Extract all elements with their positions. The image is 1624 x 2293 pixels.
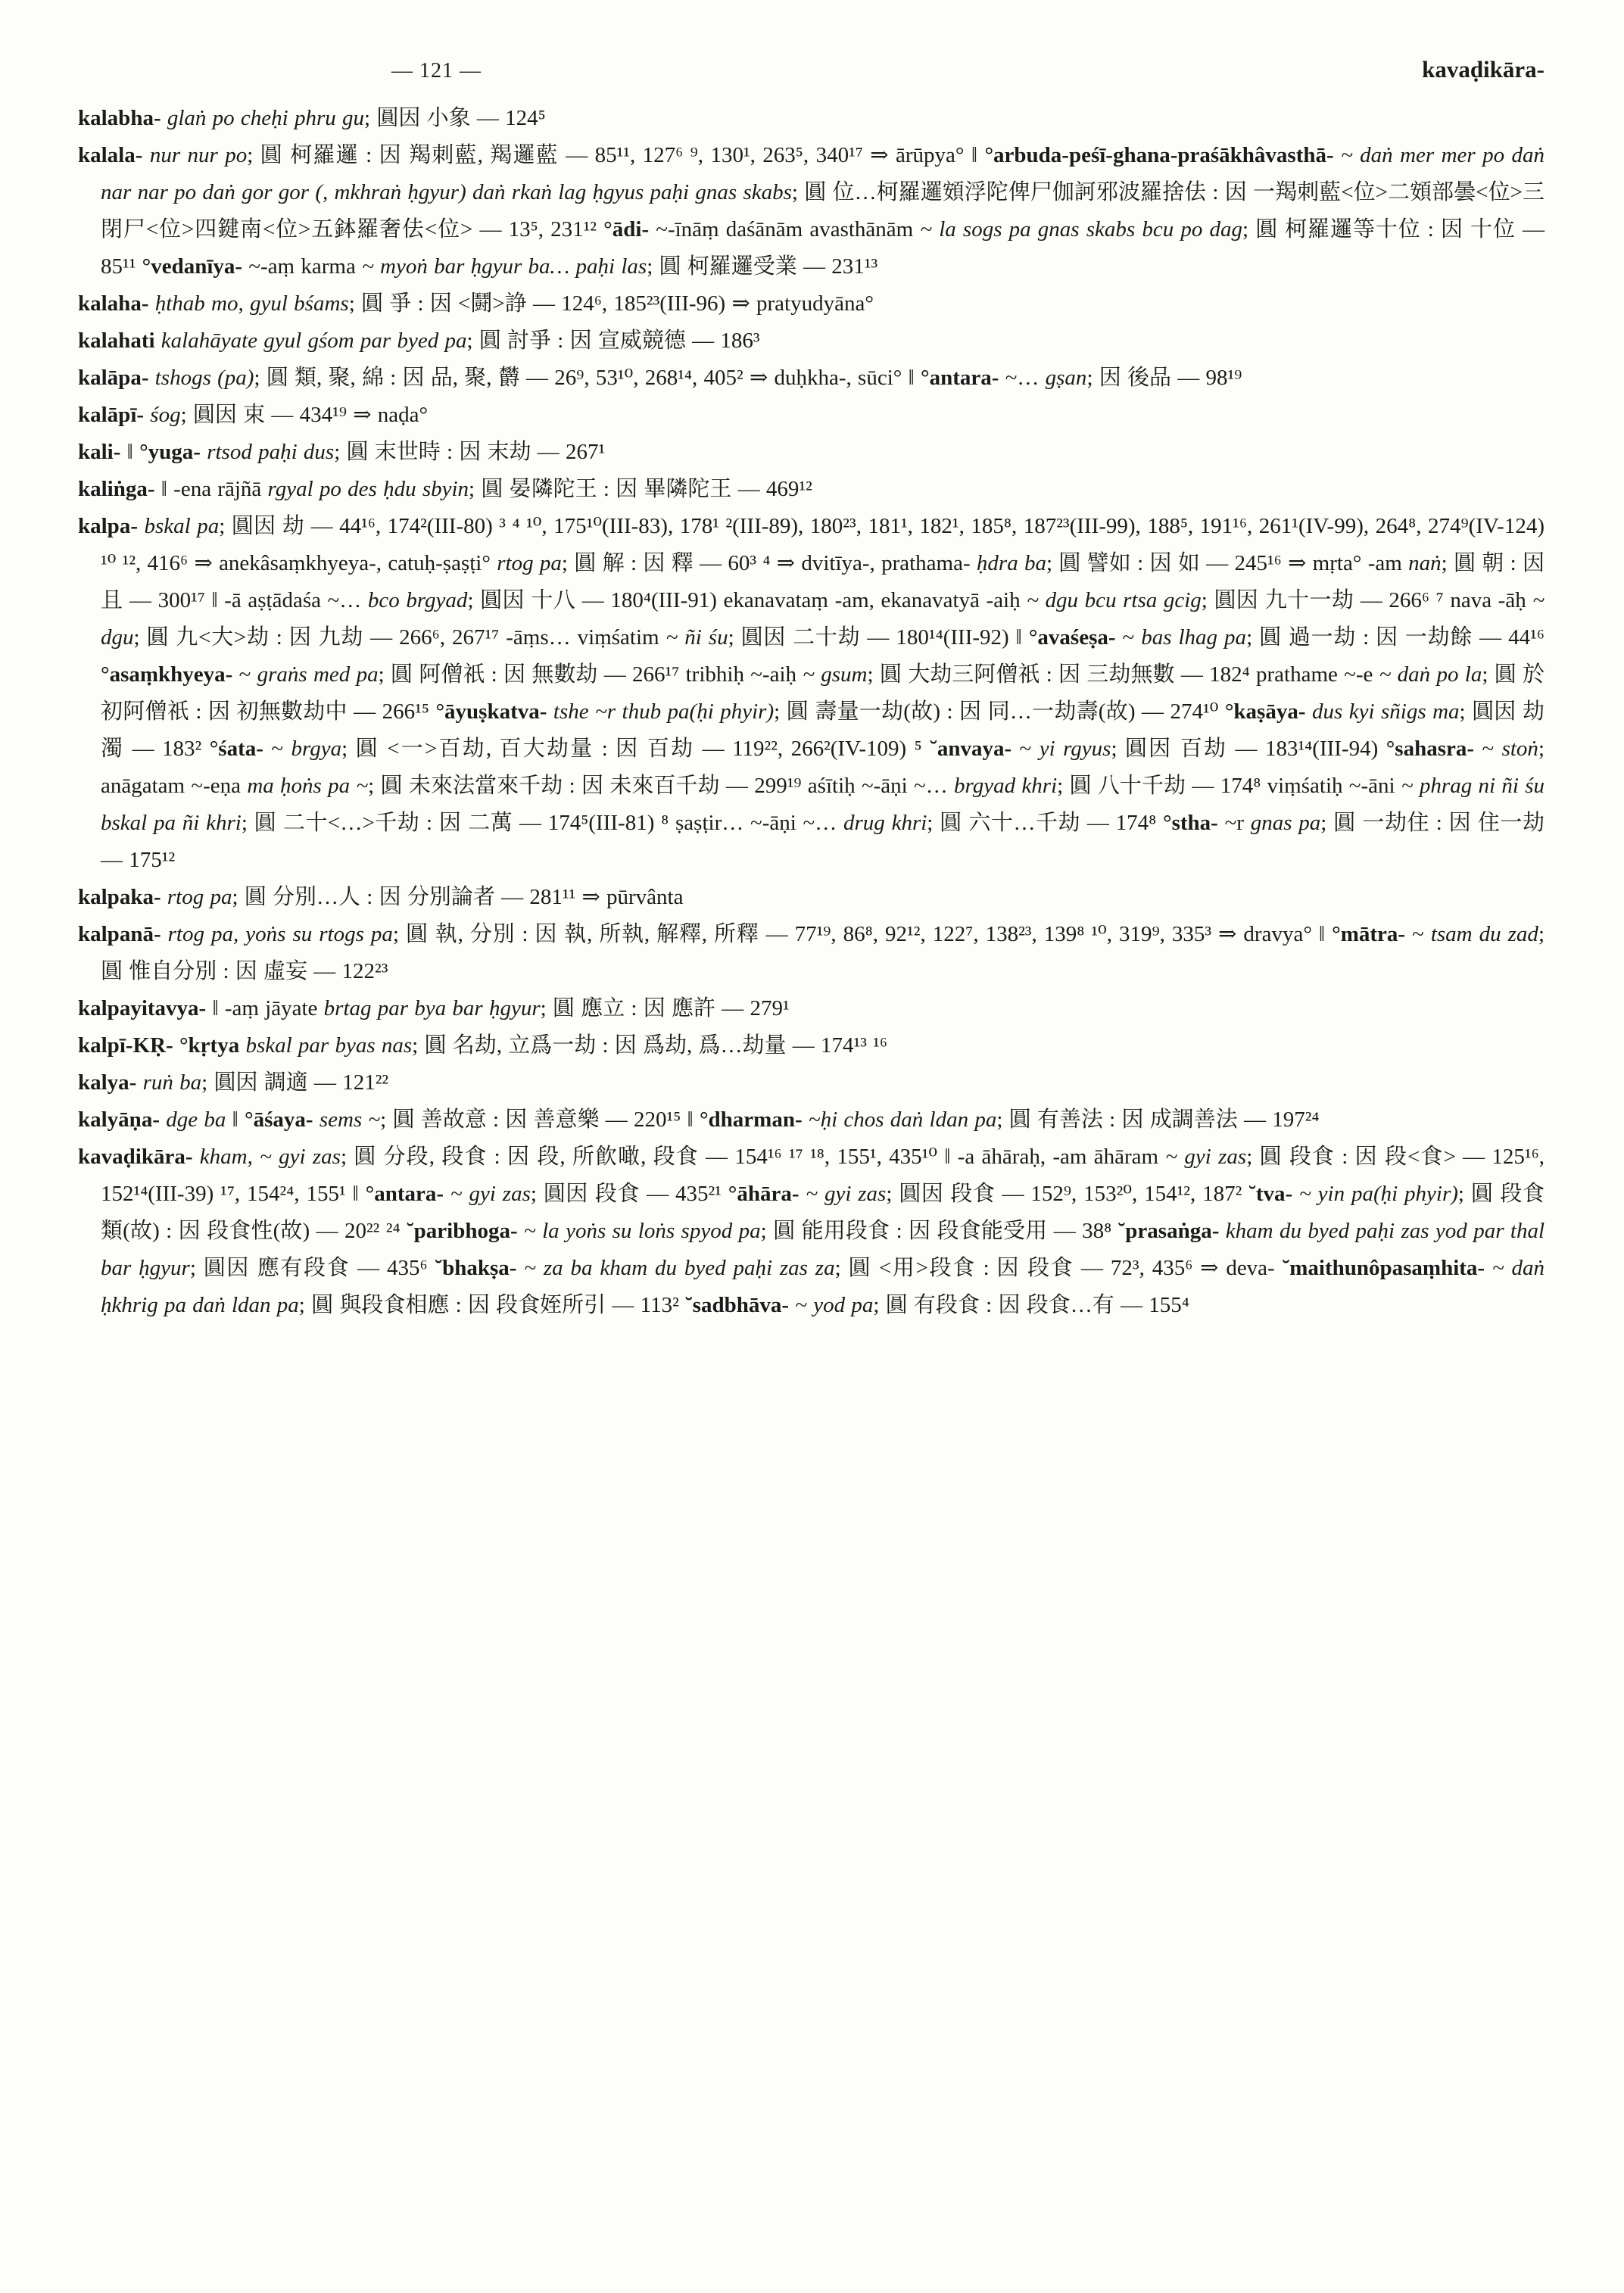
gloss-text: ; 圓 <一>百劫, 百大劫量 : 因 百劫 — 119²², 266²(IV-109) ⁵ — [341, 737, 930, 761]
transliteration-italic: tshogs (pa) — [148, 366, 254, 390]
entry-kalya — [78, 1064, 1545, 1101]
headword: kalabha- — [78, 106, 161, 130]
transliteration-italic: bco brgyad — [367, 588, 468, 612]
entry-kalyana — [78, 1101, 1545, 1139]
transliteration-italic: ḥdra ba — [976, 551, 1047, 575]
gloss-text: ; 因 後品 — 98¹⁹ — [1086, 366, 1242, 390]
transliteration-italic: ~ daṅ ḥkhrig pa daṅ ldan pa — [101, 1256, 1545, 1317]
entry-kalpayitavya — [78, 990, 1545, 1027]
headword: °mātra- — [1332, 922, 1406, 946]
gloss-text: ~ — [1011, 737, 1040, 761]
transliteration-italic: brgyad khri — [954, 774, 1058, 798]
headword: kalpayitavya- — [78, 996, 207, 1020]
gloss-text: ; 圓 於初阿僧祇 : 因 初無數劫中 — 266¹⁵ — [101, 662, 1545, 724]
entry-kalpi-kr — [78, 1027, 1545, 1064]
gloss-text: ; 圓因 十八 — 180⁴(III-91) ekanavataṃ -am, ekanavatyā -aiḥ — [467, 588, 1027, 612]
gloss-text: ; 圓因 百劫 — 183¹⁴(III-94) — [1111, 737, 1386, 761]
entry-kalala — [78, 137, 1545, 285]
transliteration-italic: drug khri — [843, 811, 927, 835]
transliteration-italic: ~ gyi zas — [1165, 1145, 1247, 1169]
headword: kalala- — [78, 143, 143, 167]
transliteration-italic: ~ myoṅ bar ḥgyur ba… paḥi las — [362, 254, 647, 279]
gloss-text: ; 圓 柯羅邏 : 因 羯刺藍, 羯邏藍 — 85¹¹, 127⁶ ⁹, 130¹, 263⁵, 340¹⁷ ⇒ ārūpya° ‖ — [247, 143, 985, 167]
gloss-text: ; 圓 柯羅邏等十位 : 因 十位 — 85¹¹ — [101, 217, 1545, 279]
gloss-text: ~ — [1474, 737, 1502, 761]
gloss-text: ; 圓 位…柯羅邏頞浮陀俾尸伽訶邪波羅捨佉 : 因 一羯刺藍<位>二頞部曇<位>三閉尸<位>四鍵南<位>五鉢羅奢佉<位> — 13⁵, 231¹² — [101, 180, 1545, 241]
transliteration-italic: ~ la yoṅs su loṅs spyod pa — [524, 1219, 761, 1243]
gloss-text: ; 圓 與段食相應 : 因 段食姪所引 — 113² — [298, 1293, 686, 1317]
entry-kalinga — [78, 471, 1545, 508]
gloss-text: ; 圓 惟自分別 : 因 虛妄 — 122²³ — [101, 922, 1545, 983]
gloss-text: ; 圓因 段食 — 435²¹ — [530, 1182, 728, 1206]
gloss-text: ; 圓 九<大>劫 : 因 九劫 — 266⁶, 267¹⁷ -āṃs… viṃśatim — [133, 625, 666, 650]
gloss-text: ; 圓 譬如 : 因 如 — 245¹⁶ ⇒ mṛta° -am — [1046, 551, 1409, 575]
headword: kalāpī- — [78, 403, 145, 427]
gloss-text: ; 圓 類, 聚, 綿 : 因 品, 聚, 欝 — 26⁹, 53¹⁰, 268¹⁴, 405² ⇒ duḥkha-, sūci° ‖ — [254, 366, 921, 390]
gloss-text: ; 圓 一劫住 : 因 住一劫 — 175¹² — [101, 811, 1545, 872]
gloss-text — [313, 1108, 320, 1132]
transliteration-italic: ~ gyi zas — [806, 1182, 887, 1206]
transliteration-italic: bskal pa — [137, 514, 220, 538]
transliteration-italic: ~ la sogs pa gnas skabs bcu po dag — [920, 217, 1242, 241]
entry-kalpana — [78, 916, 1545, 990]
headword: ˘tva- — [1248, 1182, 1293, 1206]
headword: °vedanīya- — [142, 254, 243, 279]
gloss-text — [1292, 1182, 1299, 1206]
transliteration-italic: naṅ — [1408, 551, 1442, 575]
gloss-text: ‖ -aṃ jāyate — [206, 996, 324, 1020]
gloss-text: ; 圓 六十…千劫 — 174⁸ — [927, 811, 1163, 835]
transliteration-italic: sems ~ — [319, 1108, 381, 1132]
gloss-text — [444, 1182, 450, 1206]
page-number: — 121 — — [391, 59, 482, 83]
transliteration-italic: ~ḥi chos daṅ ldan pa — [808, 1108, 997, 1132]
gloss-text: ; 圓 二十<…>千劫 : 因 二萬 — 174⁵(III-81) ⁸ ṣaṣṭir… ~-āṇi ~… — [241, 811, 844, 835]
entry-kalpa — [78, 508, 1545, 879]
gloss-text: ‖ — [120, 440, 140, 464]
transliteration-italic: stoṅ — [1501, 737, 1538, 761]
headword: °dharman- — [699, 1108, 803, 1132]
transliteration-italic: ma ḥoṅs pa ~ — [247, 774, 369, 798]
gloss-text: ; 圓 阿僧祇 : 因 無數劫 — 266¹⁷ tribhiḥ ~-aiḥ — [378, 662, 803, 687]
gloss-text: ; 圓 段食類(故) : 因 段食性(故) — 20²² ²⁴ — [101, 1182, 1545, 1243]
gloss-text — [173, 1033, 179, 1058]
transliteration-italic: bskal par byas nas — [239, 1033, 413, 1058]
transliteration-italic: ~ dgu — [101, 588, 1545, 650]
gloss-text: ; 圓因 九十一劫 — 266⁶ ⁷ nava -āḥ — [1201, 588, 1533, 612]
headword: kalpī-KṚ- — [78, 1033, 173, 1058]
headword: ˘maithunôpasaṃhita- — [1282, 1256, 1485, 1280]
gloss-text: ‖ -ena rājñā — [154, 477, 268, 501]
transliteration-italic: ruṅ ba — [136, 1070, 202, 1095]
gloss-text — [516, 1256, 524, 1280]
headword: °āhāra- — [728, 1182, 800, 1206]
gloss-text — [1305, 699, 1311, 724]
transliteration-italic: kham, ~ gyi zas — [192, 1145, 341, 1169]
gloss-text: ~ — [1405, 922, 1431, 946]
transliteration-italic: ~ yod pa — [795, 1293, 874, 1317]
transliteration-italic: ~ phrag ni ñi śu bskal pa ñi khri — [101, 774, 1545, 835]
entry-kali — [78, 434, 1545, 471]
gloss-text — [803, 1108, 809, 1132]
transliteration-italic: rtog pa — [161, 885, 232, 909]
gloss-text: ; 圓 分段, 段食 : 因 段, 所飮噉, 段食 — 154¹⁶ ¹⁷ ¹⁸, 155¹, 435¹⁰ ‖ -a āhāraḥ, -am āhāram — [340, 1145, 1166, 1169]
transliteration-italic: nur nur po — [142, 143, 248, 167]
headword: °arbuda-peśī-ghana-praśākhâvasthā- — [984, 143, 1334, 167]
headword: °antara- — [921, 366, 999, 390]
headword: ˘bhakṣa- — [435, 1256, 517, 1280]
transliteration-italic: ~ za ba kham du byed paḥi zas za — [524, 1256, 835, 1280]
transliteration-italic: dge ba — [159, 1108, 226, 1132]
gloss-text: ~ — [263, 737, 291, 761]
entry-kavadikara — [78, 1139, 1545, 1324]
transliteration-italic: dus kyi sñigs ma — [1311, 699, 1460, 724]
headword: °avaśeṣa- — [1028, 625, 1116, 650]
headword: °śata- — [209, 737, 263, 761]
gloss-text — [1219, 1219, 1225, 1243]
transliteration-italic: glaṅ po cheḥi phru gu — [161, 106, 365, 130]
transliteration-italic: rgyal po des ḥdu sbyin — [267, 477, 469, 501]
gloss-text — [518, 1219, 524, 1243]
entry-kalapi — [78, 397, 1545, 434]
gloss-text: ; 圓因 二十劫 — 180¹⁴(III-92) ‖ — [728, 625, 1029, 650]
transliteration-italic: ~ gyi zas — [450, 1182, 531, 1206]
gloss-text: ; 圓 <用>段食 : 因 段食 — 72³, 435⁶ ⇒ deva- — [834, 1256, 1283, 1280]
gloss-text: ; 圓 朝 : 因 且 — 300¹⁷ ‖ -ā aṣṭādaśa ~… — [101, 551, 1545, 612]
transliteration-italic: yi rgyus — [1039, 737, 1111, 761]
headword: °sahasra- — [1386, 737, 1475, 761]
transliteration-italic: kham du byed paḥi zas yod par thal bar ḥgyur — [101, 1219, 1545, 1280]
headword: ˘prasaṅga- — [1117, 1219, 1220, 1243]
gloss-text: ; 圓 段食 : 因 段<食> — 125¹⁶, 152¹⁴(III-39) ¹⁷, 154²⁴, 155¹ ‖ — [101, 1145, 1545, 1206]
headword: kalyāṇa- — [78, 1108, 160, 1132]
transliteration-italic: ~ ñi śu — [665, 625, 728, 650]
transliteration-italic: graṅs med pa — [257, 662, 379, 687]
headword: ˘anvaya- — [930, 737, 1012, 761]
transliteration-italic: śog — [144, 403, 181, 427]
entry-kalapa — [78, 360, 1545, 397]
entries-container — [78, 100, 1545, 1324]
gloss-text: ~ — [232, 662, 257, 687]
gloss-text: ; 圓 未來法當來千劫 : 因 未來百千劫 — 299¹⁹ aśītiḥ ~-āṇi ~… — [368, 774, 955, 798]
transliteration-italic: gṣan — [1045, 366, 1087, 390]
headword: kalpanā- — [78, 922, 161, 946]
transliteration-italic: rtsod paḥi dus — [200, 440, 335, 464]
gloss-text — [547, 699, 553, 724]
transliteration-italic: bas lhag pa — [1141, 625, 1247, 650]
headword: °ādi- — [603, 217, 650, 241]
transliteration-italic: rtog pa, yoṅs su rtogs pa — [161, 922, 393, 946]
transliteration-italic: brgya — [291, 737, 342, 761]
transliteration-italic: ~ yin pa(ḥi phyir) — [1299, 1182, 1458, 1206]
gloss-text: ; 圓 爭 : 因 <鬪>諍 — 124⁶, 185²³(III-96) ⇒ pratyudyāna° — [348, 291, 874, 316]
gloss-text: ; 圓因 劫濁 — 183² — [101, 699, 1545, 761]
gloss-text: ~-aṃ karma — [242, 254, 363, 279]
entry-kalaha — [78, 285, 1545, 322]
page-header — [78, 56, 1545, 89]
transliteration-italic: ḥthab mo, gyul bśams — [148, 291, 349, 316]
headword: ˘paribhoga- — [406, 1219, 518, 1243]
headword: °āyuṣkatva- — [435, 699, 547, 724]
transliteration-italic: brtag par bya bar ḥgyur — [323, 996, 541, 1020]
gloss-text: ~-īnāṃ daśānām avasthānām — [649, 217, 921, 241]
headword: kalahati — [78, 329, 155, 353]
transliteration-italic: tsam du zad — [1430, 922, 1538, 946]
gloss-text: ; 圓 末世時 : 因 末劫 — 267¹ — [334, 440, 606, 464]
headword: °antara- — [365, 1182, 444, 1206]
headword: kalaha- — [78, 291, 149, 316]
gloss-text: ; 圓 有善法 : 因 成調善法 — 197²⁴ — [996, 1108, 1320, 1132]
gloss-text: ~r — [1217, 811, 1251, 835]
gloss-text: ; 圓 解 : 因 釋 — 60³ ⁴ ⇒ dvitīya-, prathama- — [561, 551, 977, 575]
gloss-text: ; 圓 名劫, 立爲一劫 : 因 爲劫, 爲…劫量 — 174¹³ ¹⁶ — [412, 1033, 887, 1058]
gloss-text: ; 圓 有段食 : 因 段食…有 — 155⁴ — [873, 1293, 1189, 1317]
gloss-text: ; 圓 能用段食 : 因 段食能受用 — 38⁸ — [760, 1219, 1118, 1243]
entry-kalpaka — [78, 879, 1545, 916]
gloss-text: ; 圓 善故意 : 因 善意樂 — 220¹⁵ ‖ — [380, 1108, 700, 1132]
gloss-text: ~ — [1115, 625, 1142, 650]
entry-kalahati — [78, 322, 1545, 360]
gloss-text: ; 圓因 調適 — 121²² — [201, 1070, 389, 1095]
gloss-text: ; 圓因 段食 — 152⁹, 153²⁰, 154¹², 187² — [886, 1182, 1249, 1206]
headword: °kṛtya — [179, 1033, 240, 1058]
transliteration-italic: gnas pa — [1250, 811, 1321, 835]
transliteration-italic: kalahāyate gyul gśom par byed pa — [154, 329, 467, 353]
headword: °āśaya- — [245, 1108, 313, 1132]
entry-kalabha — [78, 100, 1545, 137]
transliteration-italic: ~ daṅ po la — [1379, 662, 1482, 687]
gloss-text — [1485, 1256, 1492, 1280]
gloss-text: ; 圓 壽量一劫(故) : 因 同…一劫壽(故) — 274¹⁰ — [774, 699, 1225, 724]
transliteration-italic: ~ dgu bcu rtsa gcig — [1027, 588, 1202, 612]
headword: kalpaka- — [78, 885, 161, 909]
gloss-text: ; 圓 分別…人 : 因 分別論者 — 281¹¹ ⇒ pūrvânta — [232, 885, 684, 909]
gloss-text: ; 圓因 應有段食 — 435⁶ — [189, 1256, 435, 1280]
headword: kalpa- — [78, 514, 138, 538]
gloss-text: ; 圓 應立 : 因 應許 — 279¹ — [540, 996, 790, 1020]
gloss-text: ; anāgatam ~-eṇa — [101, 737, 1545, 798]
gloss-text: ; 圓 大劫三阿僧祇 : 因 三劫無數 — 182⁴ prathame ~-e — [867, 662, 1379, 687]
gloss-text: ; 圓 執, 分別 : 因 執, 所執, 解釋, 所釋 — 77¹⁹, 86⁸, 92¹², 122⁷, 138²³, 139⁸ ¹⁰, 319⁹, 335³ ⇒ dravya° ‖ — [392, 922, 1333, 946]
gloss-text: ; 圓 過一劫 : 因 一劫餘 — 44¹⁶ — [1246, 625, 1545, 650]
headword: kalāpa- — [78, 366, 149, 390]
transliteration-italic: tshe ~r thub pa(ḥi phyir) — [553, 699, 775, 724]
gloss-text: ; 圓因 劫 — 44¹⁶, 174²(III-80) ³ ⁴ ¹⁰, 175¹⁰(III-83), 178¹ ²(III-89), 180²³, 181¹, 182¹, 185⁸, 187²³(III-99), 188⁵, 191¹⁶, 261¹(IV-99), 264⁸, 274⁹(IV-124) ¹⁰ ¹², 416⁶ ⇒ anekâsaṃkhyeya-, catuḥ-ṣaṣṭi° — [101, 514, 1545, 575]
gloss-text: ‖ — [226, 1108, 245, 1132]
transliteration-italic: ~ daṅ mer mer po daṅ nar nar po daṅ gor gor (, mkhraṅ ḥgyur) daṅ rkaṅ lag ḥgyus paḥi gnas skabs — [101, 143, 1545, 204]
gloss-text: ~… — [999, 366, 1046, 390]
headword: kaliṅga- — [78, 477, 155, 501]
gloss-text: ; 圓 八十千劫 — 174⁸ viṃśatiḥ ~-āni — [1057, 774, 1401, 798]
running-head: kavaḍikāra- — [1422, 56, 1545, 83]
headword: kali- — [78, 440, 121, 464]
transliteration-italic: rtog pa — [497, 551, 562, 575]
headword: °kaṣāya- — [1224, 699, 1306, 724]
gloss-text: ; 圓 晏隣陀王 : 因 畢隣陀王 — 469¹² — [469, 477, 812, 501]
gloss-text: ; 圓因 束 — 434¹⁹ ⇒ naḍa° — [180, 403, 429, 427]
gloss-text: ; 圓 柯羅邏受業 — 231¹³ — [647, 254, 878, 279]
gloss-text: ; 圓 討爭 : 因 宣威競德 — 186³ — [466, 329, 760, 353]
headword: °asaṃkhyeya- — [101, 662, 233, 687]
gloss-text: ; 圓因 小象 — 124⁵ — [364, 106, 546, 130]
transliteration-italic: ~ gsum — [803, 662, 868, 687]
headword: ˘sadbhāva- — [685, 1293, 790, 1317]
headword: kalya- — [78, 1070, 137, 1095]
headword: kavaḍikāra- — [78, 1145, 193, 1169]
headword: °yuga- — [139, 440, 201, 464]
headword: °stha- — [1163, 811, 1218, 835]
